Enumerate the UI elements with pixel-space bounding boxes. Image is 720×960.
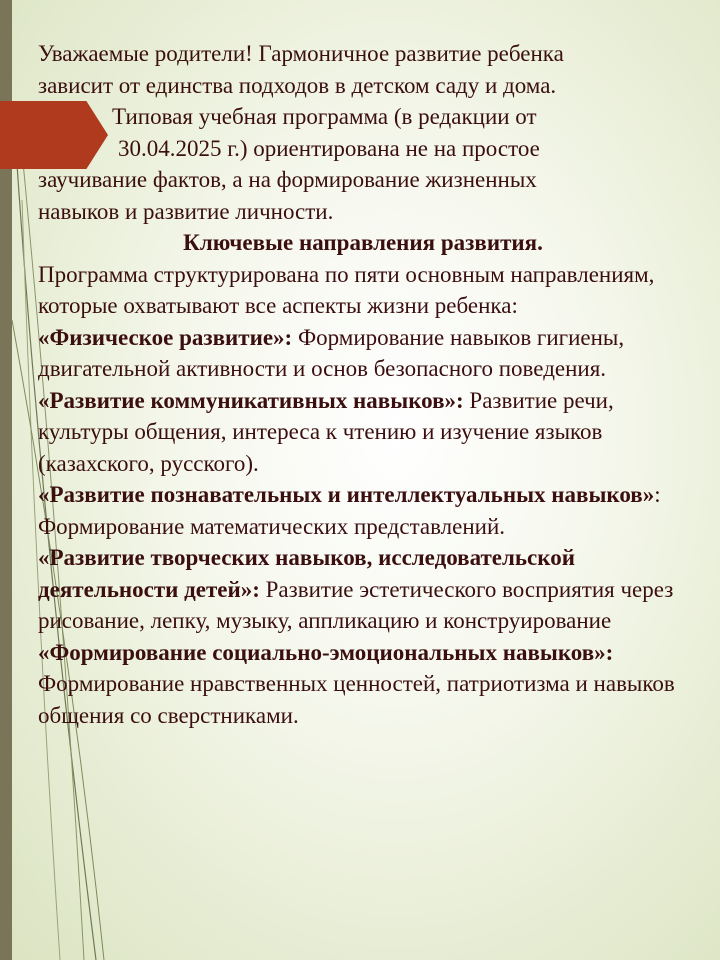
intro-line-6: навыков и развитие личности. bbox=[38, 198, 334, 224]
intro-line-2: зависит от единства подходов в детском саду и дома. bbox=[38, 72, 557, 98]
direction-name: «Развитие познавательных и интеллектуальных навыков» bbox=[38, 482, 655, 507]
direction-item bbox=[38, 637, 688, 732]
intro-line-4: 30.04.2025 г.) ориентирована не на простое bbox=[118, 135, 540, 161]
direction-text: Развитие речи, культуры общения, интереса к чтению и изучение языков (казахского, русского). bbox=[38, 387, 614, 476]
direction-text: Формирование навыков гигиены, двигательной активности и основ безопасного поведения. bbox=[38, 324, 625, 381]
direction-item bbox=[38, 479, 688, 542]
direction-text: : Формирование математических представлений. bbox=[38, 482, 661, 539]
direction-item bbox=[38, 542, 688, 637]
direction-name: «Формирование социально-эмоциональных навыков»: bbox=[38, 639, 614, 665]
direction-text: Формирование нравственных ценностей, патриотизма и навыков общения со сверстниками. bbox=[38, 671, 675, 728]
direction-item bbox=[38, 385, 688, 480]
intro-line-5: заучивание фактов, а на формирование жизненных bbox=[38, 167, 537, 192]
structure-paragraph: Программа структурирована по пяти основным направлениям, которые охватывают все аспекты жизни ребенка: bbox=[38, 261, 655, 318]
section-title: Ключевые направления развития. bbox=[183, 230, 543, 255]
intro-line-3: Типовая учебная программа (в редакции от bbox=[112, 104, 537, 129]
direction-item bbox=[38, 322, 688, 385]
direction-name: «Развитие коммуникативных навыков»: bbox=[38, 387, 464, 413]
direction-name: «Физическое развитие»: bbox=[38, 324, 293, 350]
direction-text: Развитие эстетического восприятия через рисование, лепку, музыку, аппликацию и конструирование bbox=[38, 576, 674, 633]
intro-line-1: Уважаемые родители! Гармоничное развитие ребенка bbox=[38, 41, 564, 66]
document-body bbox=[38, 38, 688, 731]
direction-name: «Развитие творческих навыков, исследовательской деятельности детей»: bbox=[38, 545, 575, 602]
